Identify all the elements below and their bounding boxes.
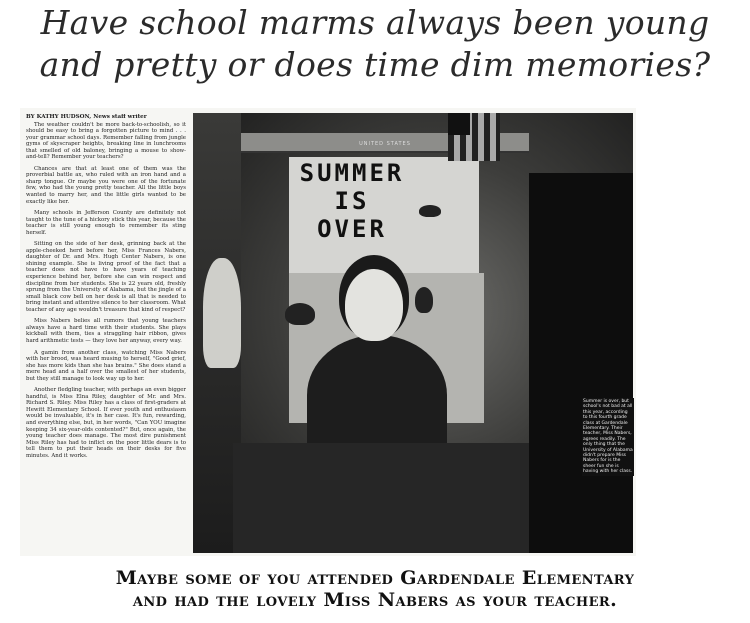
teacher-figure [307,335,447,455]
footer-line-1: Maybe some of you attended Gardendale Elementary [115,567,635,589]
article-column [26,114,186,554]
frame-text: UNITED STATES [359,141,411,147]
flag-canton [448,113,470,135]
article-paragraph-1: The weather couldn't be more back-to-schoolish, so it should be easy to bring a forgotten picture to mind . . . your grammar school days. Remember falling from jungle gyms of skyscraper heights, breaking line in lunchrooms that smelled of old baloney, bringing a mouse to show-and-tell? Remember your teachers? [26,121,186,161]
raised-hand [203,258,241,368]
headline [0,2,750,86]
butterfly-icon [285,303,315,325]
article-paragraph-6: A gamin from another class, watching Miss Nabers with her brood, was heard musing to herself, "Good grief, she has more kids than she has brains." She does stand a mere head and a half over the smallest of her students, but they still manage to look way up to her. [26,349,186,382]
article-paragraph-7: Another fledgling teacher, with perhaps an even bigger handful, is Miss Elna Riley, daughter of Mr. and Mrs. Richard S. Riley. Miss Riley has a class of first-graders at Hewitt Elementary School. If ever youth and enthusiasm would be invaluable, it's in her case. It's fun, rewarding, and everything else, but, in her words, "Can YOU imagine keeping 34 six-year-olds contented?" But, once again, the young teacher does manage. The most dire punishment Miss Riley has had to inflict on the poor little dears is to tell them to put their heads on their desks for five minutes. And it works. [26,387,186,459]
teacher-desk [233,443,533,553]
article-paragraph-5: Miss Nabers belies all rumors that young teachers always have a hard time with their students. She plays kickball with them, ties a straggling hair ribbon, gives hard arithmetic tests — they love her anyway, every way. [26,318,186,344]
teacher-face [345,269,403,341]
photo-shadow [529,173,633,553]
photo-caption: Summer is over, but school's not bad at all this year, according to this fourth grade class at Gardendale Elementary. Their teacher, Miss Nabers, agrees readily. The only thing that the University of Alabama didn't prepare Miss Nabers for is the sheer fun she is having with her class. [583,399,633,475]
bluejay-icon [415,287,433,313]
sign-line-2: IS [334,187,370,215]
headline-line-2: and pretty or does time dim memories? [39,45,711,84]
headline-line-1: Have school marms always been young [40,3,710,42]
article-paragraph-4: Sitting on the side of her desk, grinning back at the apple-cheeked herd before her, Miss Frances Nabers, daughter of Dr. and Mrs. Hugh Center Nabers, is one shining example. She is living proof of the fact that a teacher does not have to have years of teaching experience behind her, before she can win respect and discipline from her students. She is 22 years old, freshly sprung from the University of Alabama, but the jingle of a small black cow bell on her desk is all that is needed to bring instant and attentive silence to her classroom. What teacher of any age wouldn't treasure that kind of respect? [26,241,186,313]
sign-line-1: SUMMER [299,159,405,187]
sign-line-3: OVER [317,215,387,243]
classroom-photo [193,113,633,553]
article-paragraph-3: Many schools in Jefferson County are definitely not taught to the tune of a hickory stick this year, because the teacher is still young enough to remember its sting herself. [26,210,186,236]
byline: BY KATHY HUDSON, News staff writer [26,114,147,120]
footer-note [0,567,750,611]
footer-line-2: and had the lovely Miss Nabers as your teacher. [132,589,618,611]
bird-icon [419,205,441,217]
summer-is-over-sign [297,159,407,243]
article-paragraph-2: Chances are that at least one of them was the proverbial battle ax, who ruled with an iron hand and a sharp tongue. Or maybe you were one of the fortunate few, who had the young pretty teacher. All the little boys wanted to marry her, and the little girls wanted to be exactly like her. [26,165,186,205]
